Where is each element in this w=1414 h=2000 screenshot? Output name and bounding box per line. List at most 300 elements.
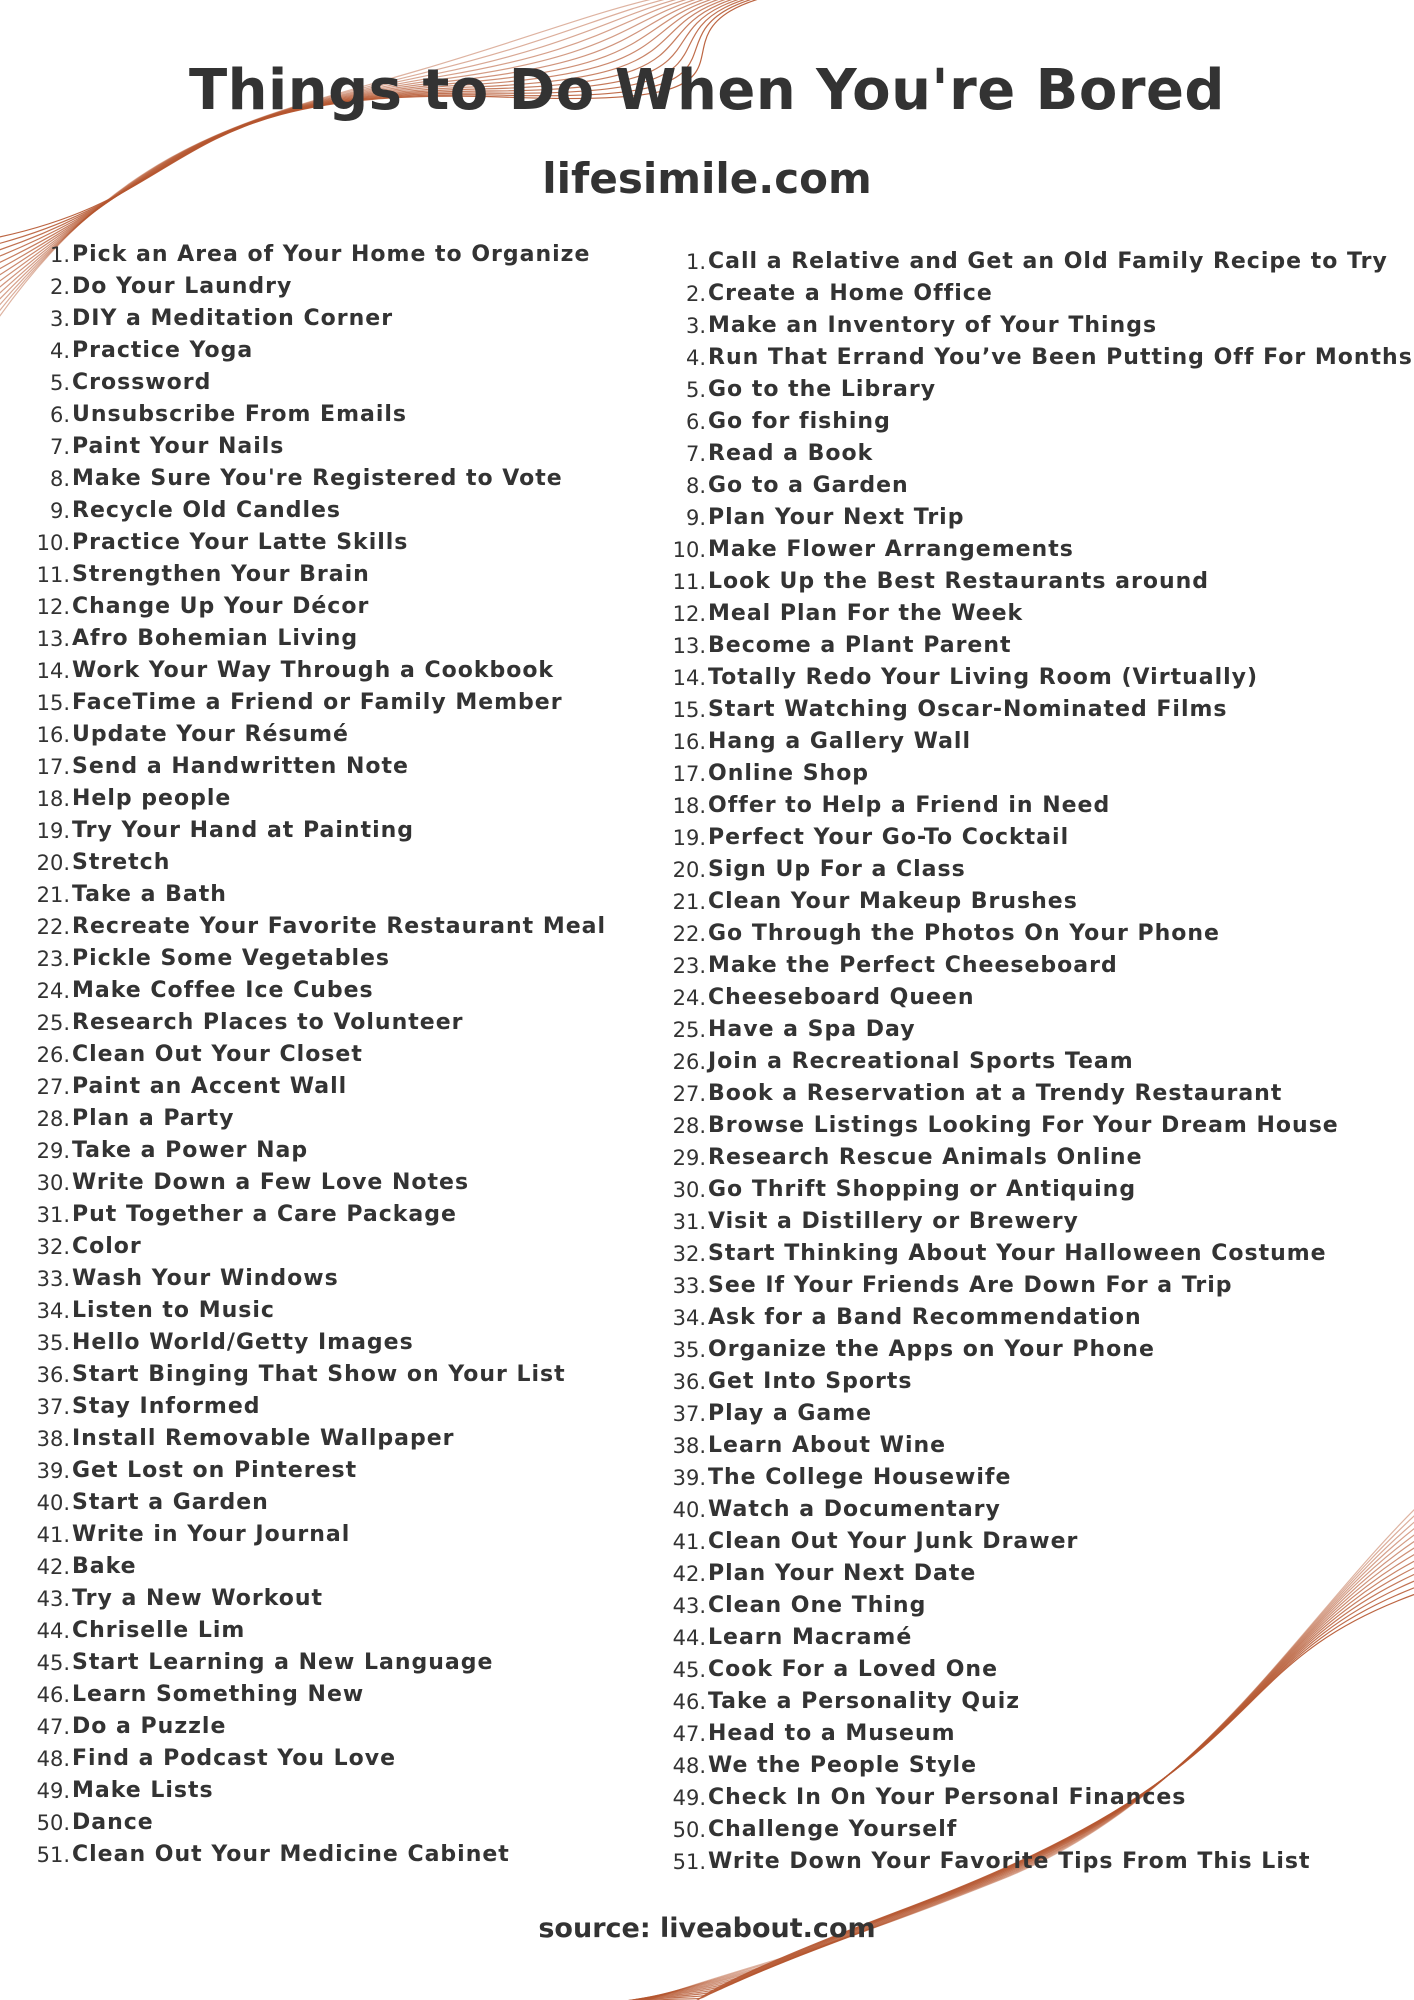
list-item	[658, 1558, 1413, 1590]
item-text: Bake	[72, 1554, 137, 1579]
list-item	[658, 1398, 1413, 1430]
item-number: 28.	[36, 1107, 70, 1131]
list-item	[658, 1590, 1413, 1622]
item-number: 24.	[672, 986, 706, 1010]
item-text: Write in Your Journal	[72, 1522, 351, 1547]
item-number: 7.	[685, 442, 706, 466]
item-text: Become a Plant Parent	[708, 633, 1012, 658]
item-text: Go Through the Photos On Your Phone	[708, 921, 1220, 946]
item-number: 30.	[672, 1178, 706, 1202]
list-item	[658, 1174, 1413, 1206]
list-item	[658, 790, 1413, 822]
list-item	[658, 1846, 1413, 1878]
item-number: 48.	[672, 1754, 706, 1778]
item-number: 13.	[36, 627, 70, 651]
item-number: 29.	[36, 1139, 70, 1163]
list-item	[22, 1807, 606, 1839]
item-number: 39.	[36, 1459, 70, 1483]
list-item	[22, 1455, 606, 1487]
list-item	[22, 1039, 606, 1071]
list-item	[22, 1391, 606, 1423]
list-item	[658, 1110, 1413, 1142]
list-item	[658, 1046, 1413, 1078]
list-item	[22, 559, 606, 591]
list-item	[22, 783, 606, 815]
list-item	[22, 879, 606, 911]
item-number: 4.	[49, 339, 70, 363]
list-item	[658, 1654, 1413, 1686]
item-number: 37.	[36, 1395, 70, 1419]
item-number: 26.	[672, 1050, 706, 1074]
item-text: Practice Your Latte Skills	[72, 530, 409, 555]
item-number: 22.	[672, 922, 706, 946]
item-text: Read a Book	[708, 441, 874, 466]
list-item	[22, 1103, 606, 1135]
list-item	[658, 502, 1413, 534]
list-item	[22, 271, 606, 303]
item-text: Plan a Party	[72, 1106, 235, 1131]
item-number: 2.	[685, 282, 706, 306]
item-text: Join a Recreational Sports Team	[708, 1049, 1134, 1074]
item-text: Make Sure You're Registered to Vote	[72, 466, 563, 491]
list-item	[658, 1622, 1413, 1654]
item-text: Help people	[72, 786, 232, 811]
item-text: Recycle Old Candles	[72, 498, 342, 523]
item-text: Learn About Wine	[708, 1433, 947, 1458]
list-item	[658, 950, 1413, 982]
item-number: 2.	[49, 275, 70, 299]
item-number: 1.	[685, 250, 706, 274]
item-text: Make the Perfect Cheeseboard	[708, 953, 1118, 978]
list-item	[658, 566, 1413, 598]
list-item	[22, 1135, 606, 1167]
item-number: 21.	[672, 890, 706, 914]
list-item	[22, 1327, 606, 1359]
item-text: Start Learning a New Language	[72, 1650, 494, 1675]
item-text: Totally Redo Your Living Room (Virtually)	[708, 665, 1259, 690]
item-number: 5.	[49, 371, 70, 395]
item-text: Clean Your Makeup Brushes	[708, 889, 1078, 914]
item-number: 27.	[672, 1082, 706, 1106]
item-number: 35.	[672, 1338, 706, 1362]
list-item	[658, 534, 1413, 566]
item-text: Find a Podcast You Love	[72, 1746, 397, 1771]
item-text: Paint Your Nails	[72, 434, 285, 459]
item-text: Sign Up For a Class	[708, 857, 966, 882]
item-text: Afro Bohemian Living	[72, 626, 359, 651]
item-text: Visit a Distillery or Brewery	[708, 1209, 1079, 1234]
item-text: Paint an Accent Wall	[72, 1074, 348, 1099]
item-text: Offer to Help a Friend in Need	[708, 793, 1111, 818]
item-text: Learn Macramé	[708, 1625, 913, 1650]
list-item	[658, 470, 1413, 502]
item-number: 13.	[672, 634, 706, 658]
list-item	[658, 694, 1413, 726]
list-item	[658, 310, 1413, 342]
list-item	[22, 367, 606, 399]
item-text: Wash Your Windows	[72, 1266, 339, 1291]
item-number: 44.	[672, 1626, 706, 1650]
item-number: 35.	[36, 1331, 70, 1355]
list-column-left	[22, 239, 606, 1871]
item-number: 15.	[36, 691, 70, 715]
item-number: 17.	[36, 755, 70, 779]
item-number: 6.	[685, 410, 706, 434]
item-text: Go for fishing	[708, 409, 891, 434]
item-number: 41.	[672, 1530, 706, 1554]
item-text: Pick an Area of Your Home to Organize	[72, 242, 591, 267]
item-number: 20.	[36, 851, 70, 875]
item-number: 1.	[49, 243, 70, 267]
list-item	[658, 1494, 1413, 1526]
item-text: See If Your Friends Are Down For a Trip	[708, 1273, 1233, 1298]
list-item	[22, 527, 606, 559]
list-item	[658, 374, 1413, 406]
item-number: 14.	[36, 659, 70, 683]
item-text: Install Removable Wallpaper	[72, 1426, 455, 1451]
item-number: 38.	[36, 1427, 70, 1451]
list-item	[22, 911, 606, 943]
item-text: Make an Inventory of Your Things	[708, 313, 1158, 338]
item-number: 49.	[672, 1786, 706, 1810]
item-number: 51.	[36, 1843, 70, 1867]
item-text: Clean One Thing	[708, 1593, 927, 1618]
item-number: 33.	[672, 1274, 706, 1298]
wave-line	[0, 0, 864, 246]
list-item	[658, 758, 1413, 790]
item-number: 26.	[36, 1043, 70, 1067]
item-text: Clean Out Your Medicine Cabinet	[72, 1842, 510, 1867]
list-item	[22, 687, 606, 719]
item-number: 43.	[672, 1594, 706, 1618]
item-number: 3.	[685, 314, 706, 338]
list-item	[22, 1743, 606, 1775]
item-text: Browse Listings Looking For Your Dream House	[708, 1113, 1339, 1138]
list-item	[22, 303, 606, 335]
list-item	[658, 1334, 1413, 1366]
item-number: 42.	[36, 1555, 70, 1579]
item-text: Stay Informed	[72, 1394, 261, 1419]
item-text: Research Places to Volunteer	[72, 1010, 464, 1035]
item-number: 34.	[36, 1299, 70, 1323]
item-text: The College Housewife	[708, 1465, 1012, 1490]
wave-line	[0, 0, 843, 267]
list-item	[22, 1007, 606, 1039]
item-text: Cook For a Loved One	[708, 1657, 999, 1682]
list-item	[658, 1750, 1413, 1782]
list-item	[22, 239, 606, 271]
item-number: 12.	[672, 602, 706, 626]
item-text: Get Into Sports	[708, 1369, 913, 1394]
list-item	[658, 854, 1413, 886]
item-text: Do a Puzzle	[72, 1714, 227, 1739]
list-item	[22, 1295, 606, 1327]
item-number: 29.	[672, 1146, 706, 1170]
item-text: Try Your Hand at Painting	[72, 818, 415, 843]
list-item	[658, 1526, 1413, 1558]
list-item	[22, 1839, 606, 1871]
list-item	[658, 1462, 1413, 1494]
item-text: Learn Something New	[72, 1682, 365, 1707]
item-text: Organize the Apps on Your Phone	[708, 1337, 1155, 1362]
item-number: 37.	[672, 1402, 706, 1426]
wave-line	[0, 0, 836, 274]
list-item	[22, 1359, 606, 1391]
item-text: Strengthen Your Brain	[72, 562, 370, 587]
item-number: 8.	[49, 467, 70, 491]
item-number: 32.	[36, 1235, 70, 1259]
item-number: 47.	[672, 1722, 706, 1746]
list-item	[22, 1071, 606, 1103]
item-text: Try a New Workout	[72, 1586, 324, 1611]
item-number: 46.	[36, 1683, 70, 1707]
item-text: Update Your Résumé	[72, 722, 349, 747]
item-text: Research Rescue Animals Online	[708, 1145, 1143, 1170]
item-number: 4.	[685, 346, 706, 370]
item-number: 34.	[672, 1306, 706, 1330]
item-number: 10.	[672, 538, 706, 562]
item-number: 11.	[36, 563, 70, 587]
list-item	[658, 1078, 1413, 1110]
item-text: Challenge Yourself	[708, 1817, 958, 1842]
list-item	[22, 847, 606, 879]
item-number: 23.	[672, 954, 706, 978]
item-text: Online Shop	[708, 761, 870, 786]
item-text: Hello World/Getty Images	[72, 1330, 414, 1355]
item-number: 18.	[672, 794, 706, 818]
item-number: 31.	[672, 1210, 706, 1234]
item-number: 43.	[36, 1587, 70, 1611]
item-text: We the People Style	[708, 1753, 978, 1778]
list-item	[658, 1366, 1413, 1398]
item-text: Write Down a Few Love Notes	[72, 1170, 470, 1195]
wave-line	[0, 0, 857, 253]
item-number: 12.	[36, 595, 70, 619]
list-item	[658, 918, 1413, 950]
list-item	[658, 246, 1413, 278]
list-item	[22, 1551, 606, 1583]
item-text: Go to a Garden	[708, 473, 909, 498]
item-text: Have a Spa Day	[708, 1017, 916, 1042]
item-number: 25.	[672, 1018, 706, 1042]
list-item	[658, 630, 1413, 662]
item-text: Make Coffee Ice Cubes	[72, 978, 374, 1003]
list-item	[658, 598, 1413, 630]
item-number: 40.	[36, 1491, 70, 1515]
item-text: Clean Out Your Junk Drawer	[708, 1529, 1079, 1554]
item-number: 5.	[685, 378, 706, 402]
item-text: FaceTime a Friend or Family Member	[72, 690, 563, 715]
item-number: 22.	[36, 915, 70, 939]
item-text: Go Thrift Shopping or Antiquing	[708, 1177, 1137, 1202]
site-name: lifesimile.com	[542, 154, 872, 203]
item-text: Change Up Your Décor	[72, 594, 370, 619]
item-text: Meal Plan For the Week	[708, 601, 1024, 626]
list-item	[22, 943, 606, 975]
item-number: 8.	[685, 474, 706, 498]
list-item	[22, 1711, 606, 1743]
list-item	[658, 1142, 1413, 1174]
item-number: 20.	[672, 858, 706, 882]
item-number: 47.	[36, 1715, 70, 1739]
item-number: 11.	[672, 570, 706, 594]
item-number: 24.	[36, 979, 70, 1003]
item-text: Start a Garden	[72, 1490, 269, 1515]
item-number: 41.	[36, 1523, 70, 1547]
list-item	[22, 751, 606, 783]
list-item	[22, 655, 606, 687]
list-item	[658, 886, 1413, 918]
list-item	[22, 1263, 606, 1295]
item-number: 45.	[36, 1651, 70, 1675]
list-item	[22, 1647, 606, 1679]
item-text: Work Your Way Through a Cookbook	[72, 658, 555, 683]
item-text: Go to the Library	[708, 377, 937, 402]
item-number: 31.	[36, 1203, 70, 1227]
list-item	[658, 1782, 1413, 1814]
item-text: DIY a Meditation Corner	[72, 306, 394, 331]
list-item	[22, 1231, 606, 1263]
item-text: Write Down Your Favorite Tips From This List	[708, 1849, 1311, 1874]
item-text: Listen to Music	[72, 1298, 275, 1323]
item-text: Recreate Your Favorite Restaurant Meal	[72, 914, 607, 939]
item-number: 18.	[36, 787, 70, 811]
item-text: Start Thinking About Your Halloween Costume	[708, 1241, 1327, 1266]
item-text: Start Watching Oscar-Nominated Films	[708, 697, 1228, 722]
item-number: 48.	[36, 1747, 70, 1771]
list-item	[22, 1519, 606, 1551]
item-number: 32.	[672, 1242, 706, 1266]
item-text: Plan Your Next Date	[708, 1561, 977, 1586]
item-text: Make Lists	[72, 1778, 214, 1803]
item-text: Chriselle Lim	[72, 1618, 246, 1643]
item-text: Send a Handwritten Note	[72, 754, 409, 779]
item-number: 6.	[49, 403, 70, 427]
item-text: Plan Your Next Trip	[708, 505, 965, 530]
list-item	[22, 463, 606, 495]
list-item	[658, 1302, 1413, 1334]
item-text: Start Binging That Show on Your List	[72, 1362, 566, 1387]
list-item	[22, 815, 606, 847]
list-item	[658, 438, 1413, 470]
item-text: Take a Power Nap	[72, 1138, 309, 1163]
item-number: 19.	[672, 826, 706, 850]
item-text: Do Your Laundry	[72, 274, 293, 299]
item-text: Take a Bath	[72, 882, 227, 907]
item-number: 7.	[49, 435, 70, 459]
item-text: Create a Home Office	[708, 281, 993, 306]
list-item	[22, 1199, 606, 1231]
item-number: 27.	[36, 1075, 70, 1099]
item-text: Ask for a Band Recommendation	[708, 1305, 1142, 1330]
item-number: 17.	[672, 762, 706, 786]
list-item	[22, 1487, 606, 1519]
item-number: 10.	[36, 531, 70, 555]
item-text: Unsubscribe From Emails	[72, 402, 408, 427]
item-text: Head to a Museum	[708, 1721, 956, 1746]
item-text: Color	[72, 1234, 142, 1259]
item-text: Check In On Your Personal Finances	[708, 1785, 1187, 1810]
item-text: Make Flower Arrangements	[708, 537, 1074, 562]
item-text: Get Lost on Pinterest	[72, 1458, 358, 1483]
list-item	[658, 662, 1413, 694]
list-item	[658, 1718, 1413, 1750]
wave-line	[0, 0, 850, 260]
item-number: 23.	[36, 947, 70, 971]
item-number: 50.	[672, 1818, 706, 1842]
item-number: 45.	[672, 1658, 706, 1682]
item-text: Perfect Your Go-To Cocktail	[708, 825, 1070, 850]
item-number: 51.	[672, 1850, 706, 1874]
item-text: Dance	[72, 1810, 154, 1835]
list-item	[658, 1430, 1413, 1462]
list-item	[22, 1583, 606, 1615]
item-text: Book a Reservation at a Trendy Restaurant	[708, 1081, 1283, 1106]
item-number: 49.	[36, 1779, 70, 1803]
list-item	[22, 399, 606, 431]
list-item	[658, 1814, 1413, 1846]
item-number: 15.	[672, 698, 706, 722]
list-item	[22, 1679, 606, 1711]
page-title: Things to Do When You're Bored	[188, 58, 1226, 123]
item-text: Stretch	[72, 850, 171, 875]
item-number: 14.	[672, 666, 706, 690]
item-text: Pickle Some Vegetables	[72, 946, 391, 971]
list-column-right	[658, 246, 1413, 1878]
item-text: Put Together a Care Package	[72, 1202, 457, 1227]
item-number: 38.	[672, 1434, 706, 1458]
item-text: Run That Errand You’ve Been Putting Off For Months	[708, 345, 1413, 370]
list-item	[22, 335, 606, 367]
item-text: Take a Personality Quiz	[708, 1689, 1021, 1714]
item-number: 28.	[672, 1114, 706, 1138]
item-text: Hang a Gallery Wall	[708, 729, 971, 754]
list-item	[22, 719, 606, 751]
item-text: Play a Game	[708, 1401, 873, 1426]
list-item	[658, 726, 1413, 758]
item-number: 30.	[36, 1171, 70, 1195]
item-number: 36.	[672, 1370, 706, 1394]
source-credit: source: liveabout.com	[538, 1913, 876, 1944]
list-item	[658, 342, 1413, 374]
list-item	[22, 1615, 606, 1647]
list-item	[22, 495, 606, 527]
list-item	[22, 623, 606, 655]
item-number: 46.	[672, 1690, 706, 1714]
item-text: Look Up the Best Restaurants around	[708, 569, 1210, 594]
item-number: 36.	[36, 1363, 70, 1387]
item-number: 39.	[672, 1466, 706, 1490]
item-text: Watch a Documentary	[708, 1497, 1001, 1522]
item-number: 40.	[672, 1498, 706, 1522]
item-number: 19.	[36, 819, 70, 843]
list-item	[658, 982, 1413, 1014]
list-item	[22, 431, 606, 463]
list-item	[658, 1270, 1413, 1302]
list-item	[658, 278, 1413, 310]
list-item	[658, 822, 1413, 854]
list-item	[22, 975, 606, 1007]
item-number: 44.	[36, 1619, 70, 1643]
list-item	[658, 406, 1413, 438]
list-item	[22, 1423, 606, 1455]
item-number: 9.	[685, 506, 706, 530]
item-number: 9.	[49, 499, 70, 523]
item-number: 25.	[36, 1011, 70, 1035]
list-item	[658, 1014, 1413, 1046]
item-text: Clean Out Your Closet	[72, 1042, 363, 1067]
list-item	[22, 1775, 606, 1807]
